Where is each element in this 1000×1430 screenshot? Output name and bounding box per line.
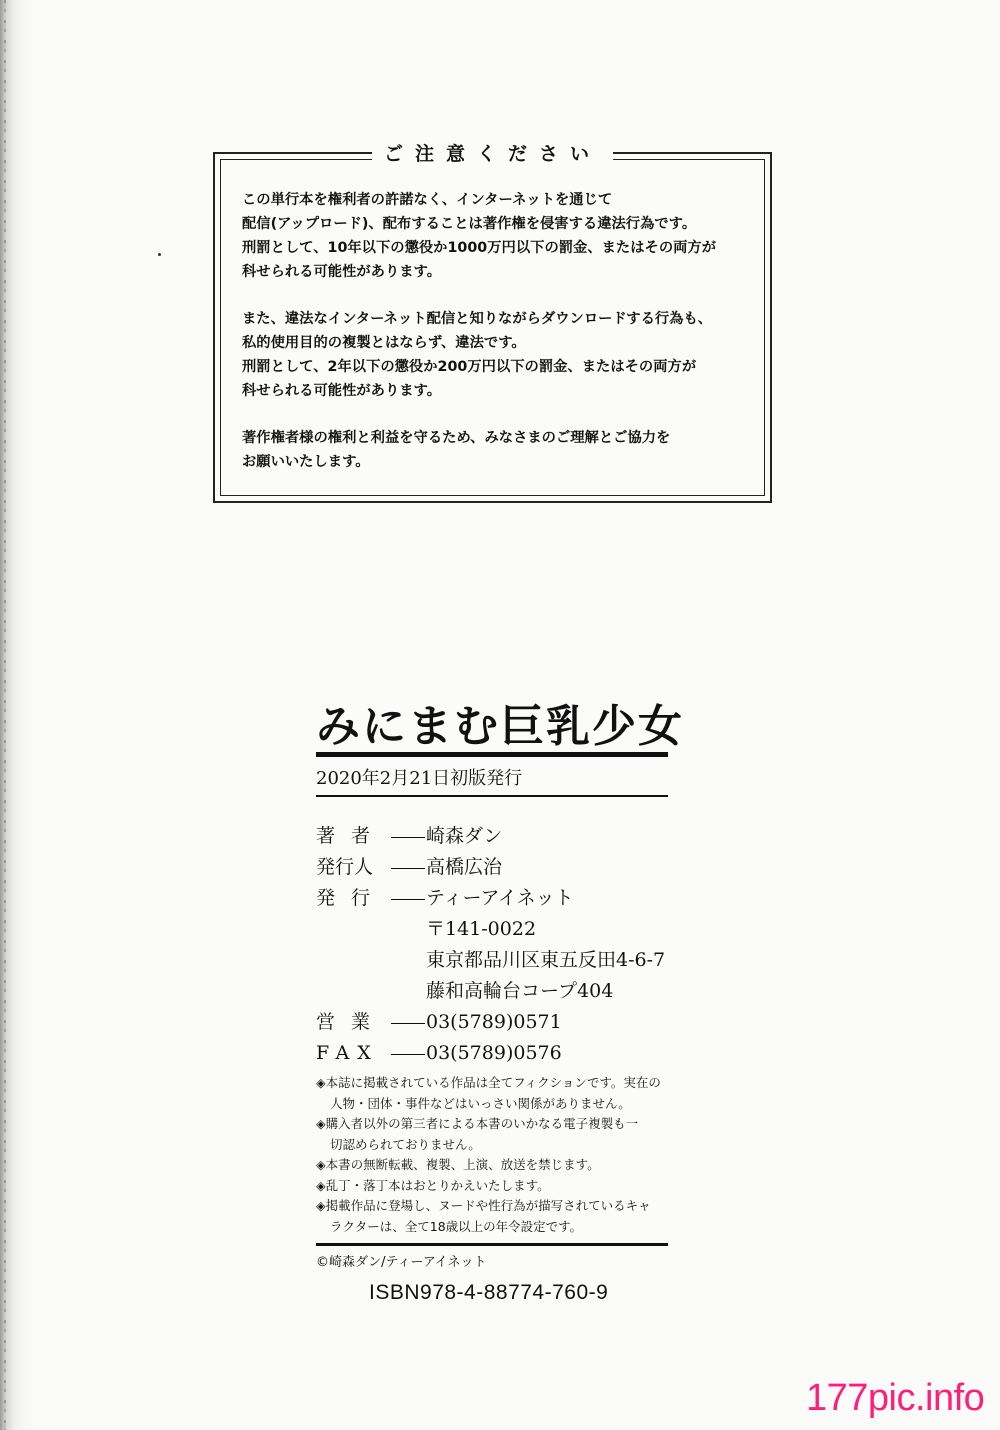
notice-paragraph-3: 著作権者様の権利と利益を守るため、みなさまのご理解とご協力を お願いいたします。 bbox=[242, 430, 671, 470]
note-line: ラクターは、全て18歳以上の年令設定です。 bbox=[330, 1218, 583, 1234]
note-line: ◈本書の無断転載、複製、上演、放送を禁じます。 bbox=[316, 1157, 600, 1172]
credit-fax bbox=[316, 1039, 665, 1070]
credit-fax-label: FAX bbox=[316, 1042, 379, 1064]
site-watermark: 177pic.info bbox=[806, 1377, 985, 1419]
title-rule bbox=[316, 752, 668, 757]
isbn: ISBN978-4-88774-760-9 bbox=[369, 1281, 609, 1304]
credit-publisher-person-label: 発行人 bbox=[316, 856, 374, 878]
credit-address-1: 東京都品川区東五反田4-6-7 bbox=[426, 949, 666, 971]
scan-speck bbox=[158, 253, 161, 256]
notice-title-wrap bbox=[215, 139, 770, 166]
scan-edge-shadow bbox=[0, 0, 34, 1430]
credit-publisher-value: ティーアイネット bbox=[426, 887, 574, 909]
notice-body bbox=[242, 188, 752, 474]
dash bbox=[391, 1054, 425, 1055]
dash bbox=[391, 868, 425, 869]
credit-author-label: 著者 bbox=[316, 825, 387, 847]
notice-title: ご注意ください bbox=[372, 139, 613, 166]
dash bbox=[391, 837, 425, 838]
edition-date: 2020年2月21日初版発行 bbox=[316, 768, 523, 789]
note-line: 切認められておりません。 bbox=[330, 1136, 481, 1152]
note-line: ◈掲載作品に登場し、ヌードや性行為が描写されているキャ bbox=[316, 1198, 651, 1213]
credit-publisher bbox=[316, 884, 665, 915]
note-line: ◈本誌に掲載されている作品は全てフィクションです。実在の bbox=[316, 1075, 661, 1090]
credit-fax-value: 03(5789)0576 bbox=[426, 1042, 562, 1064]
dash bbox=[391, 1023, 425, 1024]
credit-publisher-person bbox=[316, 853, 665, 884]
edition-rule bbox=[316, 795, 668, 797]
credit-sales-label: 営業 bbox=[316, 1011, 387, 1033]
dash bbox=[391, 899, 425, 900]
credit-publisher-label: 発行 bbox=[316, 887, 387, 909]
notice-paragraph-2: また、違法なインターネット配信と知りながらダウンロードする行為も、 私的使用目的の複製とはならず、違法です。 刑罰として、2年以下の懲役か200万円以下の罰金、またはその両方が 科せられる可能性があります。 bbox=[242, 311, 713, 399]
note-line: 人物・団体・事件などはいっさい関係がありません。 bbox=[330, 1095, 631, 1111]
copyright-line: ©崎森ダン/ティーアイネット bbox=[316, 1255, 487, 1270]
note-line: ◈乱丁・落丁本はおとりかえいたします。 bbox=[316, 1177, 550, 1193]
book-title: みにまむ巨乳少女 bbox=[316, 701, 684, 752]
copyright-notice-box bbox=[213, 143, 772, 503]
credit-postal: 〒141-0022 bbox=[426, 918, 537, 940]
credits bbox=[316, 822, 665, 1070]
legal-notes bbox=[316, 1073, 676, 1237]
notes-rule bbox=[316, 1243, 668, 1246]
credit-author bbox=[316, 822, 665, 853]
credit-author-value: 崎森ダン bbox=[426, 825, 503, 847]
credit-address-2: 藤和高輪台コープ404 bbox=[426, 980, 614, 1002]
credit-publisher-person-value: 高橋広治 bbox=[426, 856, 503, 878]
credit-sales-value: 03(5789)0571 bbox=[426, 1011, 562, 1033]
note-line: ◈購入者以外の第三者による本書のいかなる電子複製も一 bbox=[316, 1116, 639, 1131]
credit-sales bbox=[316, 1008, 665, 1039]
notice-paragraph-1: この単行本を権利者の許諾なく、インターネットを通じて 配信(アップロード)、配布することは著作権を侵害する違法行為です。 刑罰として、10年以下の懲役か1000万円以下の罰金、またはその両方が 科せられる可能性があります。 bbox=[242, 192, 717, 280]
